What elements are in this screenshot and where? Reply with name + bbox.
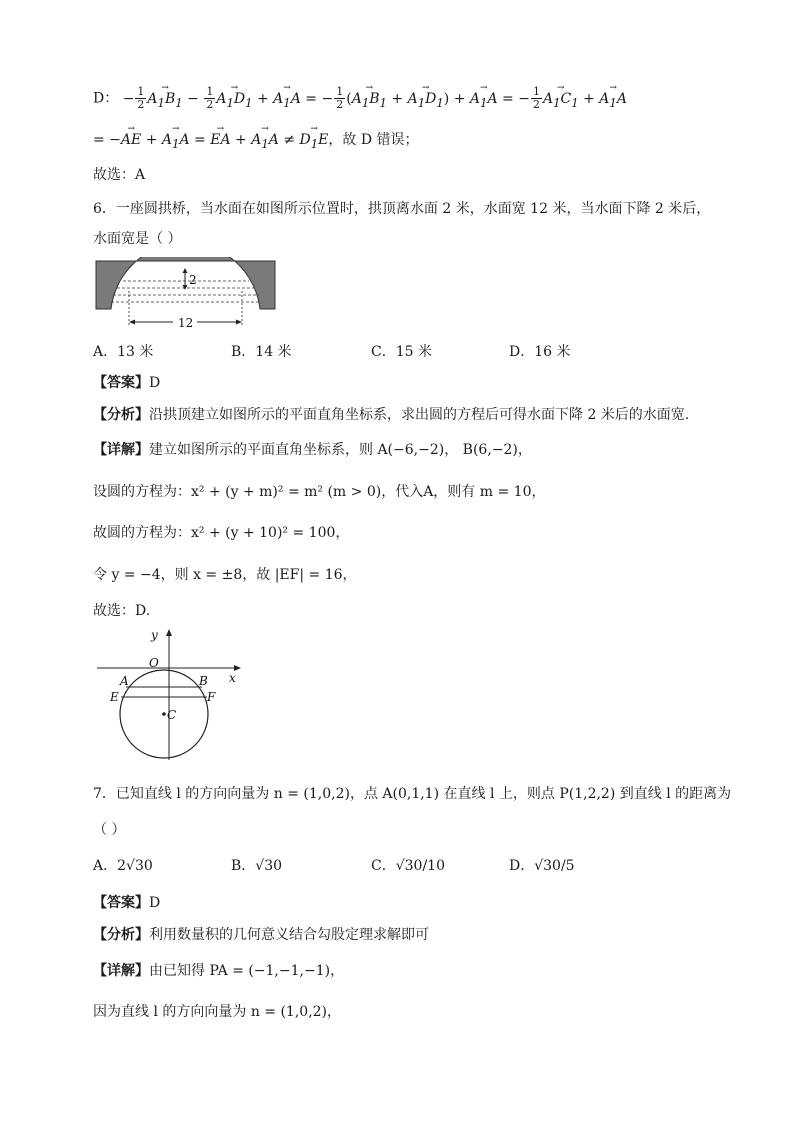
label-o: O xyxy=(149,656,159,670)
label-a: A xyxy=(120,674,129,688)
y-axis-arrow xyxy=(166,629,172,636)
q7-option-b[interactable]: B．√30 xyxy=(231,858,283,874)
q6-detail-2: 设圆的方程为：x² + (y + m)² = m² (m > 0)，代入A，则有 m = 10， xyxy=(93,484,546,500)
q7-option-d[interactable]: D．√30/5 xyxy=(509,858,575,874)
q7-stem: 已知直线 l 的方向向量为 n = (1,0,2)，点 A(0,1,1) 在直线 l 上，则点 P(1,2,2) 到直线 l 的距离为 xyxy=(115,786,732,802)
q6-number: 6． xyxy=(93,201,116,217)
q6-stem-cont: 水面宽是（ ） xyxy=(93,231,182,247)
height-label: 2 xyxy=(189,273,197,287)
q7-analysis-line xyxy=(93,925,429,945)
q7-option-c[interactable]: C．√30/10 xyxy=(371,858,445,874)
q6-options xyxy=(93,342,693,362)
q7-detail-1: 由已知得 PA = (−1,−1,−1)， xyxy=(149,963,345,979)
q7-analysis-tag: 【分析】 xyxy=(93,927,149,943)
q7-answer-tag: 【答案】 xyxy=(93,895,149,911)
d-option-expr1: − $\frac{1}{2}$ → $A_1B_1$ − $\frac{1}{2}$ → $A_1D_1$ + → $A_1A$ = − $\frac{1}{2}$ (→ $A_1B_1$ + → $A_1D_1$) + → $A_1A$ = − $\frac{1}{2}$ → $A_1C_1$ + → $A_1A$ xyxy=(123,91,627,107)
q7-number: 7． xyxy=(93,786,116,802)
q6-stem-line1 xyxy=(93,199,710,219)
label-b: B xyxy=(199,674,208,688)
q6-detail-1: 建立如图所示的平面直角坐标系，则 A(−6,−2)， B(6,−2)， xyxy=(149,442,532,458)
q7-detail-line1 xyxy=(93,961,344,981)
q6-detail-line1 xyxy=(93,440,532,460)
label-e: E xyxy=(110,690,119,704)
d-option-label: D： xyxy=(93,90,119,107)
prev-answer: 故选：A xyxy=(93,167,146,183)
q6-detail-tag: 【详解】 xyxy=(93,442,149,458)
q7-options xyxy=(93,856,693,876)
q6-analysis: 沿拱顶建立如图所示的平面直角坐标系，求出圆的方程后可得水面下降 2 米后的水面宽. xyxy=(149,407,690,423)
q6-answer-line xyxy=(93,373,160,393)
q6-detail-4: 令 y = −4，则 x = ±8，故 |EF| = 16， xyxy=(93,567,357,583)
q7-stem-cont: （ ） xyxy=(93,822,126,838)
q6-option-b[interactable]: B．14 米 xyxy=(231,344,292,360)
q6-analysis-line xyxy=(93,405,689,425)
width-label: 12 xyxy=(178,316,194,330)
label-y: y xyxy=(151,628,158,642)
height-arrow-head-top xyxy=(183,268,188,273)
d-option-expr2: = −→ AE + → $A_1A$ = → EA + → $A_1A$ ≠ → $D_1E$ xyxy=(93,132,328,148)
q6-analysis-tag: 【分析】 xyxy=(93,407,149,423)
d-option-line1 xyxy=(93,86,627,112)
q7-option-a[interactable]: A．2√30 xyxy=(93,858,153,874)
d-option-line2 xyxy=(93,130,419,154)
height-arrow-head-bottom xyxy=(183,285,188,290)
q6-bridge-figure xyxy=(93,257,278,332)
label-x: x xyxy=(229,671,236,685)
label-f: F xyxy=(207,690,216,704)
q7-detail-2: 因为直线 l 的方向向量为 n = (1,0,2)， xyxy=(93,1004,342,1020)
width-arrow-head-right xyxy=(236,320,242,325)
q7-stem-line1 xyxy=(93,784,731,804)
q6-option-c[interactable]: C．15 米 xyxy=(371,344,432,360)
q6-detail-5: 故选：D. xyxy=(93,603,151,619)
q7-detail-tag: 【详解】 xyxy=(93,963,149,979)
q7-answer: D xyxy=(149,895,161,911)
q6-answer-tag: 【答案】 xyxy=(93,375,149,391)
center-point xyxy=(162,712,166,716)
q6-option-d[interactable]: D．16 米 xyxy=(509,344,571,360)
q6-stem: 一座圆拱桥，当水面在如图所示位置时，拱顶离水面 2 米，水面宽 12 米，当水面下降 2 米后， xyxy=(115,201,711,217)
q6-option-a[interactable]: A．13 米 xyxy=(93,344,154,360)
d-option-conclusion: ，故 D 错误； xyxy=(328,132,419,148)
q7-analysis: 利用数量积的几何意义结合勾股定理求解即可 xyxy=(149,927,429,943)
q6-detail-3: 故圆的方程为：x² + (y + 10)² = 100， xyxy=(93,525,350,541)
q7-answer-line xyxy=(93,893,160,913)
q6-answer: D xyxy=(149,375,161,391)
width-arrow-head-left xyxy=(129,320,135,325)
q6-coordinate-figure xyxy=(93,624,248,764)
label-c: C xyxy=(167,708,177,722)
